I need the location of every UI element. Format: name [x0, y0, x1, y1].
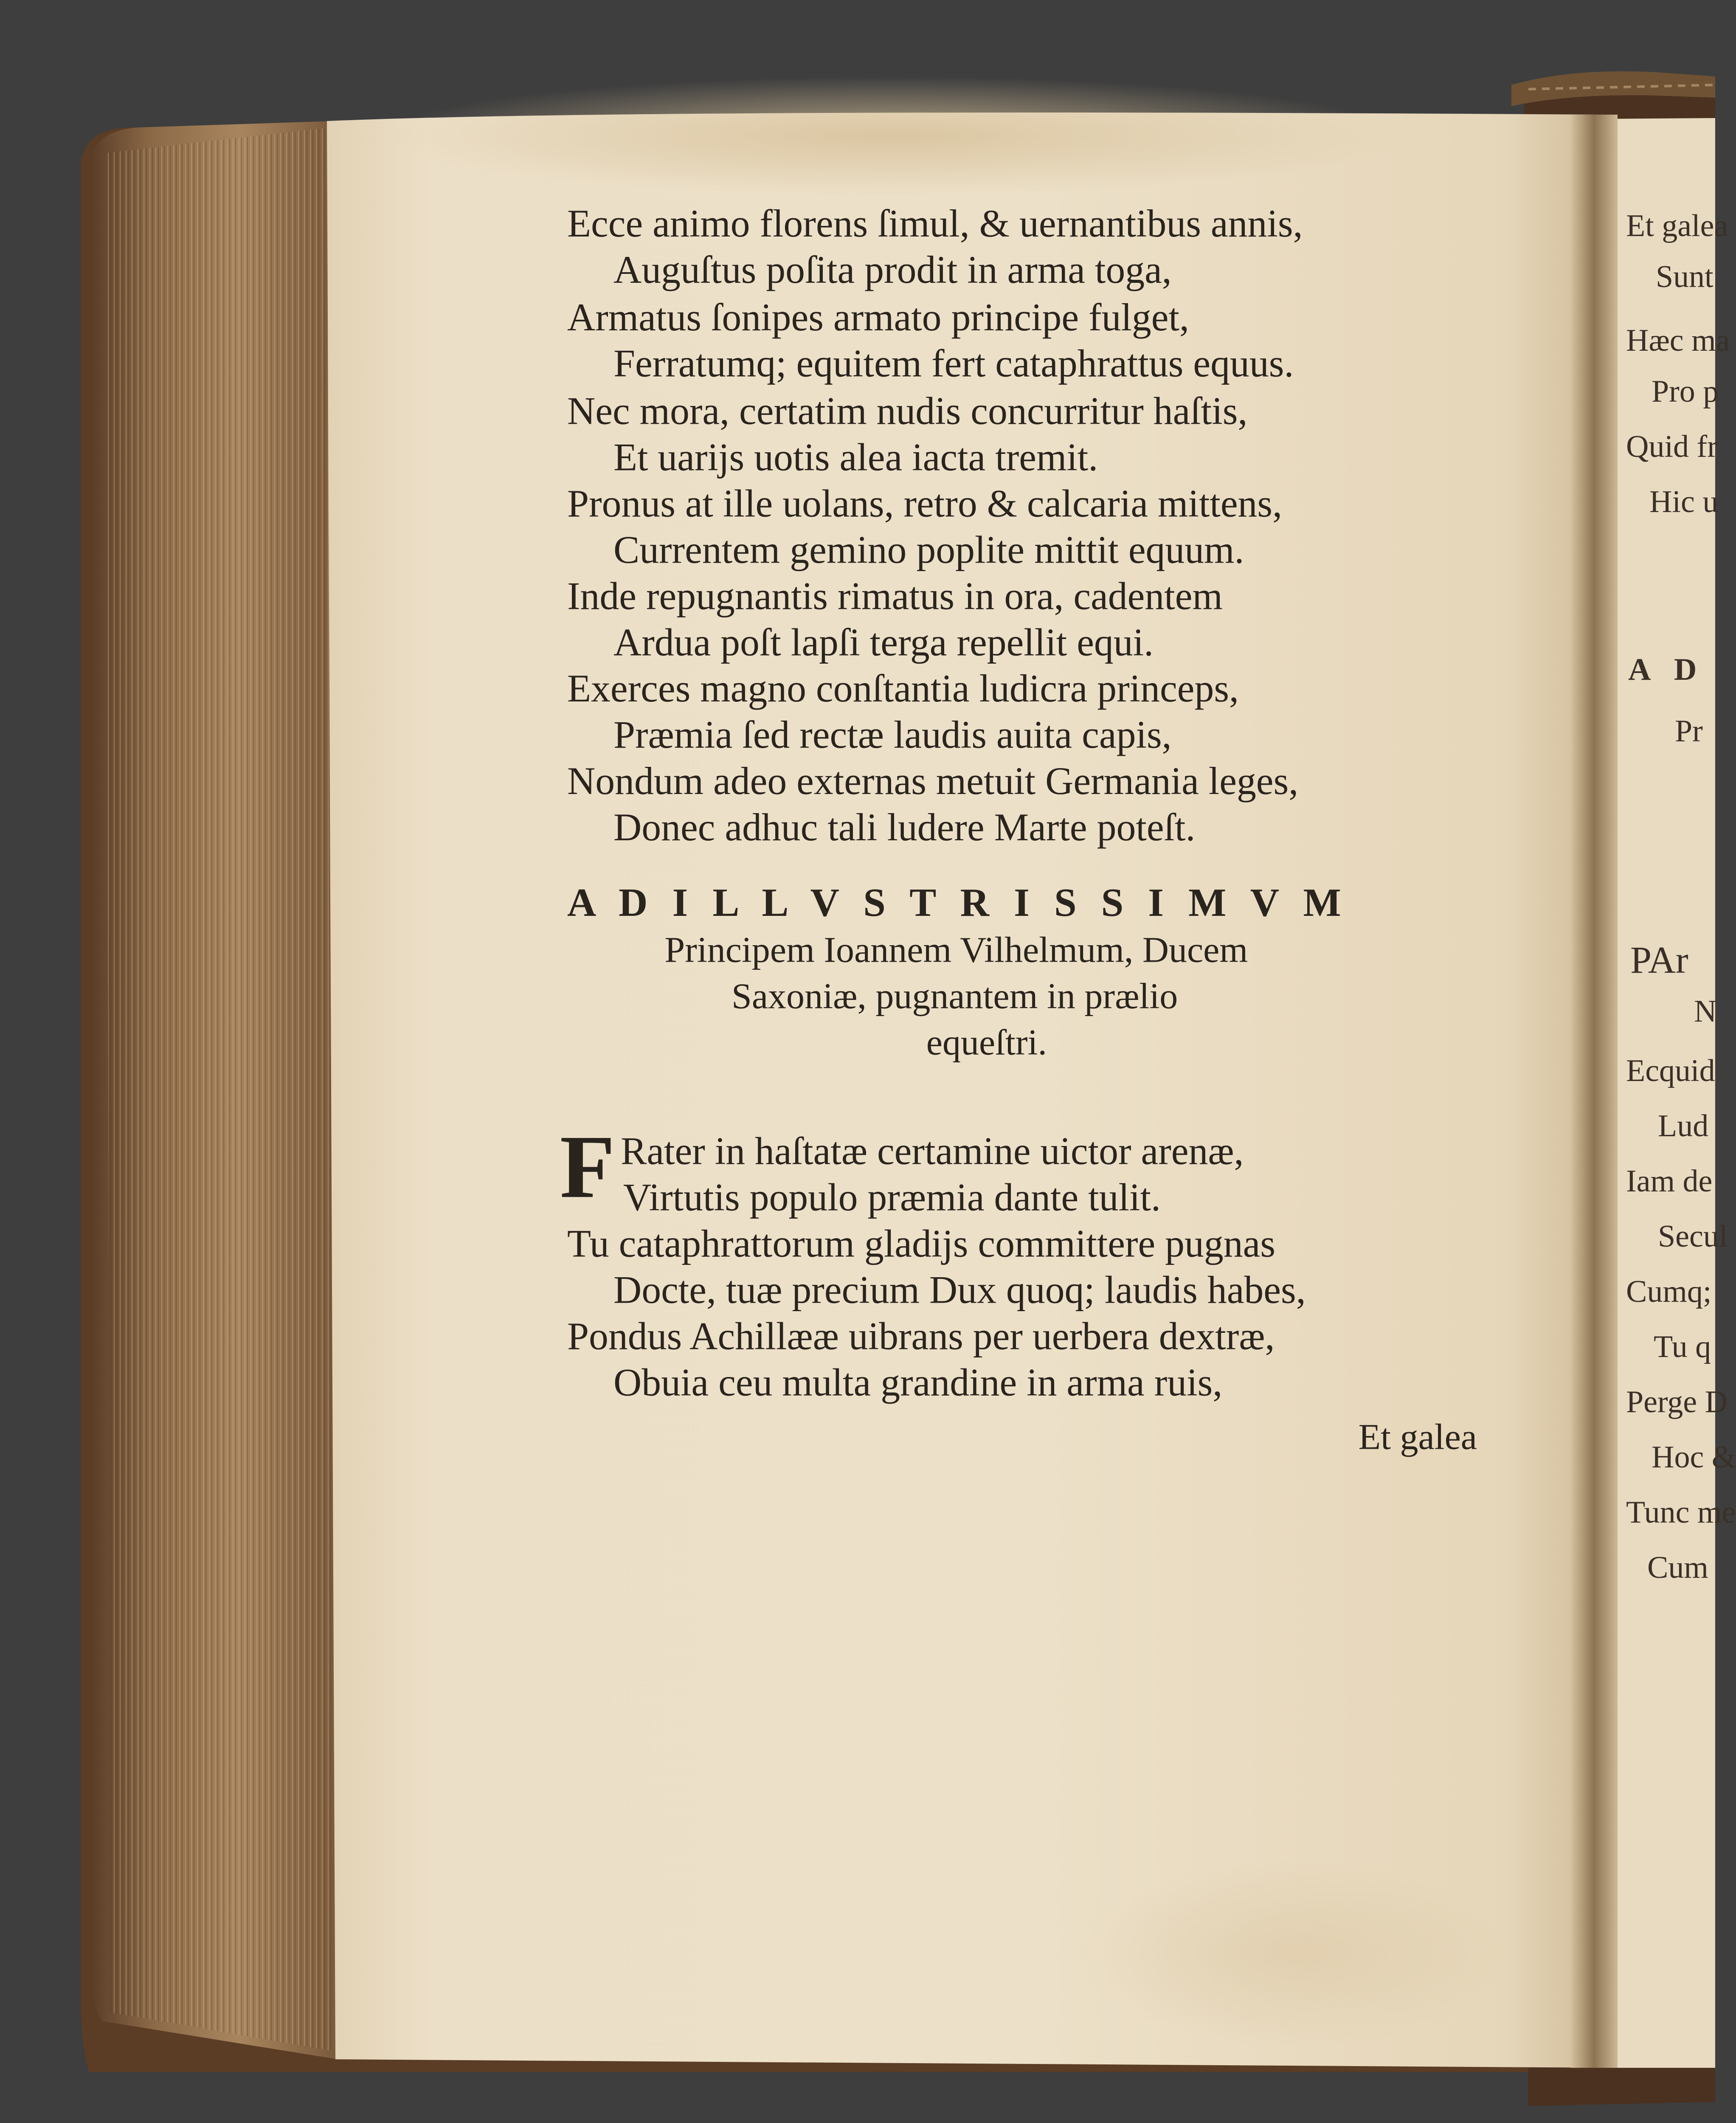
right-page-line: Cum — [1647, 1550, 1708, 1585]
verse-line: Donec adhuc tali ludere Marte poteſt. — [613, 805, 1196, 849]
heading-subtitle-line: Saxoniæ, pugnantem in prælio — [732, 977, 1178, 1017]
verse-line: Nec mora, certatim nudis concurritur haſtis, — [567, 389, 1248, 433]
right-page-line: Tu q — [1654, 1329, 1711, 1364]
verse-line: Docte, tuæ precium Dux quoq; laudis habes, — [613, 1267, 1306, 1312]
catchword: Et galea — [1358, 1417, 1477, 1458]
verse-line: Currentem gemino poplite mittit equum. — [613, 527, 1244, 572]
verse-line: Ecce animo florens ſimul, & uernantibus annis, — [567, 201, 1303, 245]
verse-line: Tu cataphrattorum gladijs committere pugnas — [567, 1221, 1276, 1265]
right-page-line: Ecquid — [1626, 1053, 1715, 1088]
right-page-line: A D — [1628, 652, 1705, 687]
heading-subtitle-line: equeſtri. — [926, 1023, 1047, 1063]
right-page-line: Quid fr — [1626, 429, 1718, 464]
heading-subtitle-line: Principem Ioannem Vilhelmum, Ducem — [664, 930, 1248, 971]
verse-line: Armatus ſonipes armato principe fulget, — [567, 295, 1189, 339]
right-page-line: Lud — [1658, 1109, 1709, 1143]
drop-cap: F — [560, 1118, 615, 1218]
right-page-line: Tunc me — [1626, 1495, 1736, 1530]
right-page-line: Hic u — [1649, 484, 1719, 519]
verse-line: Ardua poſt lapſi terga repellit equi. — [613, 620, 1154, 664]
verse-line: Præmia ſed rectæ laudis auita capis, — [613, 712, 1172, 757]
right-page-line: Cumq; — [1626, 1274, 1712, 1309]
right-page-line: Hoc & — [1652, 1440, 1736, 1475]
right-page-line: N — [1694, 994, 1717, 1029]
left-page-text — [560, 200, 1477, 1458]
right-page-line: Pro p — [1652, 374, 1719, 409]
right-page-line: Sunt — [1656, 259, 1713, 294]
verse-line: Virtutis populo præmia dante tulit. — [623, 1175, 1161, 1219]
verse-line: Et uarijs uotis alea iacta tremit. — [613, 435, 1098, 479]
verse-line: Obuia ceu multa grandine in arma ruis, — [613, 1360, 1223, 1404]
right-page-line: Hæc ma — [1626, 323, 1730, 358]
right-page-line: Secul — [1658, 1219, 1728, 1254]
verse-line: Inde repugnantis rimatus in ora, cadentem — [567, 574, 1223, 618]
verse-line: Exerces magno conſtantia ludicra princeps, — [567, 666, 1239, 710]
verse-line: Auguſtus poſita prodit in arma toga, — [613, 247, 1172, 292]
right-page-line: Iam de — [1626, 1164, 1713, 1199]
right-page-line: Pr — [1675, 714, 1703, 749]
right-page-line: PAr — [1630, 939, 1688, 981]
verse-line: Ferratumq; equitem fert cataphrattus equus. — [613, 341, 1294, 385]
right-page-line: Perge D — [1626, 1385, 1728, 1419]
verse-line: Rater in haſtatæ certamine uictor arenæ, — [621, 1129, 1244, 1173]
verse-line: Nondum adeo externas metuit Germania leges, — [567, 758, 1299, 803]
verse-line: Pronus at ille uolans, retro & calcaria mittens, — [567, 481, 1283, 525]
heading-title: A D I L L V S T R I S S I M V M — [567, 881, 1348, 926]
right-page-line: Et galea — [1626, 208, 1728, 243]
verse-line: Pondus Achillææ uibrans per uerbera dextræ, — [567, 1314, 1275, 1358]
